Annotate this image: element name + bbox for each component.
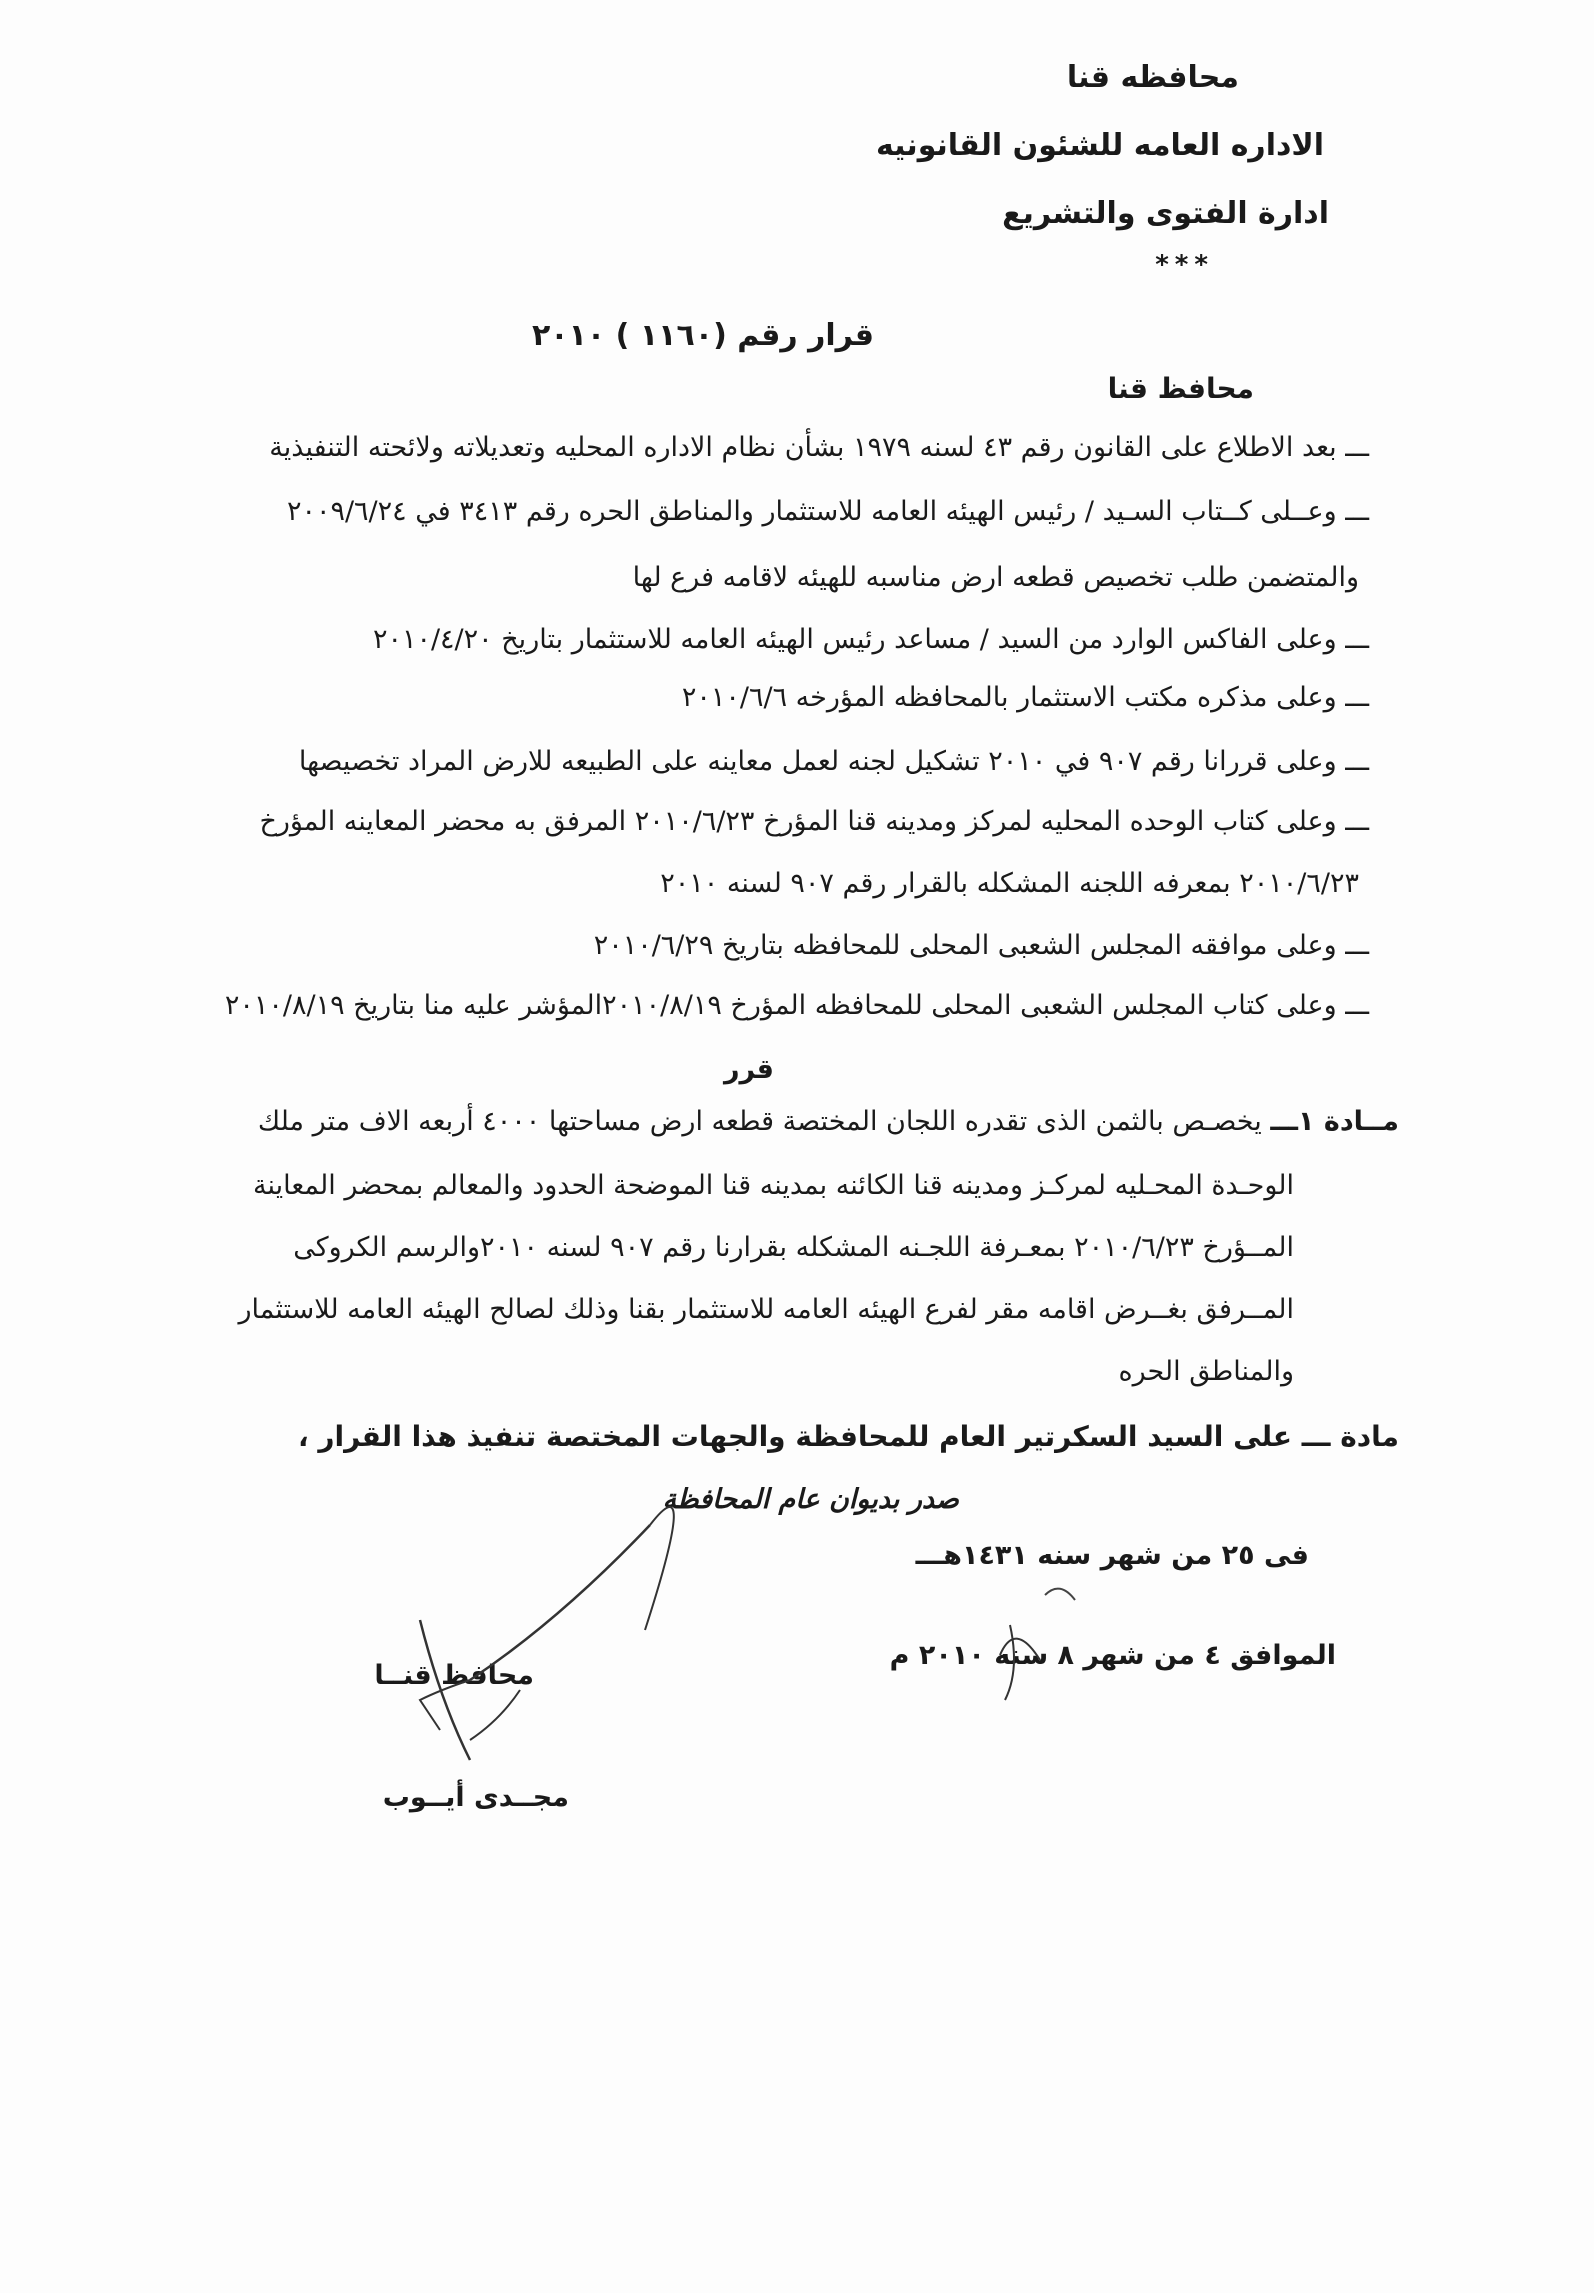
signature-stroke — [1000, 1639, 1040, 1660]
recital-line: ـــ بعد الاطلاع على القانون رقم ٤٣ لسنه ١٩٧٩ بشأن نظام الاداره المحليه وتعديلاته ولائحته التنفيذية — [269, 432, 1369, 463]
recital-line: ـــ وعلى قررانا رقم ٩٠٧ في ٢٠١٠ تشكيل لجنه لعمل معاينه على الطبيعه للارض المراد تخصيصها — [298, 746, 1369, 777]
signatory-title: محافظ قنــا — [374, 1660, 534, 1691]
article-2: مادة ـــ على السيد السكرتير العام للمحافظة والجهات المختصة تنفيذ هذا القرار ، — [298, 1420, 1399, 1453]
decides-label: قرر — [723, 1054, 774, 1085]
recital-line: ـــ وعلى مذكره مكتب الاستثمار بالمحافظه المؤرخه ٢٠١٠/٦/٦ — [681, 682, 1369, 713]
signatory-name: مجــدى أيــوب — [382, 1782, 569, 1813]
signature-stroke — [1005, 1625, 1014, 1700]
header-separator: *** — [1155, 250, 1214, 280]
article-1-line: المــرفق بغــرض اقامه مقر لفرع الهيئه العامه للاستثمار بقنا وذلك لصالح الهيئه العامه للاستثمار — [238, 1294, 1294, 1325]
article-1-line: الوحـدة المحـليه لمركـز ومدينه قنا الكائنه بمدينه قنا الموضحة الحدود والمعالم بمحضر المعاينة — [253, 1170, 1294, 1201]
recital-line: والمتضمن طلب تخصيص قطعه ارض مناسبه للهيئه لاقامه فرع لها — [632, 562, 1359, 593]
governorate-header: محافظه قنا — [1066, 60, 1239, 95]
recital-line: ـــ وعلى كتاب الوحده المحليه لمركز ومدينه قنا المؤرخ ٢٠١٠/٦/٢٣ المرفق به محضر المعاينه المؤرخ — [259, 806, 1369, 837]
department-header: الاداره العامه للشئون القانونيه — [875, 128, 1324, 163]
recital-line: ـــ وعلى كتاب المجلس الشعبى المحلى للمحافظه المؤرخ ٢٠١٠/٨/١٩المؤشر عليه منا بتاريخ ٢٠١٠/٨/١٩ — [224, 990, 1369, 1021]
recital-line: ـــ وعــلى كــتاب السـيد / رئيس الهيئه العامه للاستثمار والمناطق الحره رقم ٣٤١٣ في ٢٠٠٩/٦/٢٤ — [286, 496, 1369, 527]
section-header: ادارة الفتوى والتشريع — [1002, 196, 1329, 231]
article-1-line: المــؤرخ ٢٠١٠/٦/٢٣ بمعـرفة اللجـنه المشكله بقرارنا رقم ٩٠٧ لسنه ٢٠١٠والرسم الكروكى — [293, 1232, 1294, 1263]
article-1-label: مــادة ١ـــ — [1270, 1106, 1399, 1137]
decision-title: قرار رقم (١١٦٠ ) ٢٠١٠ — [531, 318, 874, 353]
signature-stroke — [470, 1525, 650, 1680]
article-1-text: يخصـص بالثمن الذى تقدره اللجان المختصة قطعه ارض مساحتها ٤٠٠٠ أربعه الاف متر ملك — [257, 1106, 1262, 1137]
signature-stroke — [1045, 1589, 1075, 1600]
hijri-date: فى ٢٥ من شهر سنه ١٤٣١هـــ — [915, 1540, 1309, 1571]
article-1-line: والمناطق الحره — [1118, 1356, 1294, 1387]
recital-line: ـــ وعلى موافقه المجلس الشعبى المحلى للمحافظه بتاريخ ٢٠١٠/٦/٢٩ — [593, 930, 1369, 961]
gregorian-date: الموافق ٤ من شهر ٨ سنه ٢٠١٠ م — [889, 1640, 1336, 1671]
issued-at: صدر بديوان عام المحافظة — [662, 1484, 959, 1515]
recital-line: ٢٠١٠/٦/٢٣ بمعرفه اللجنه المشكله بالقرار رقم ٩٠٧ لسنه ٢٠١٠ — [660, 868, 1359, 899]
recital-line: ـــ وعلى الفاكس الوارد من السيد / مساعد رئيس الهيئه العامه للاستثمار بتاريخ ٢٠١٠/٤/٢٠ — [372, 624, 1369, 655]
issuer-heading: محافظ قنا — [1107, 372, 1254, 405]
signature-stroke — [470, 1690, 520, 1740]
